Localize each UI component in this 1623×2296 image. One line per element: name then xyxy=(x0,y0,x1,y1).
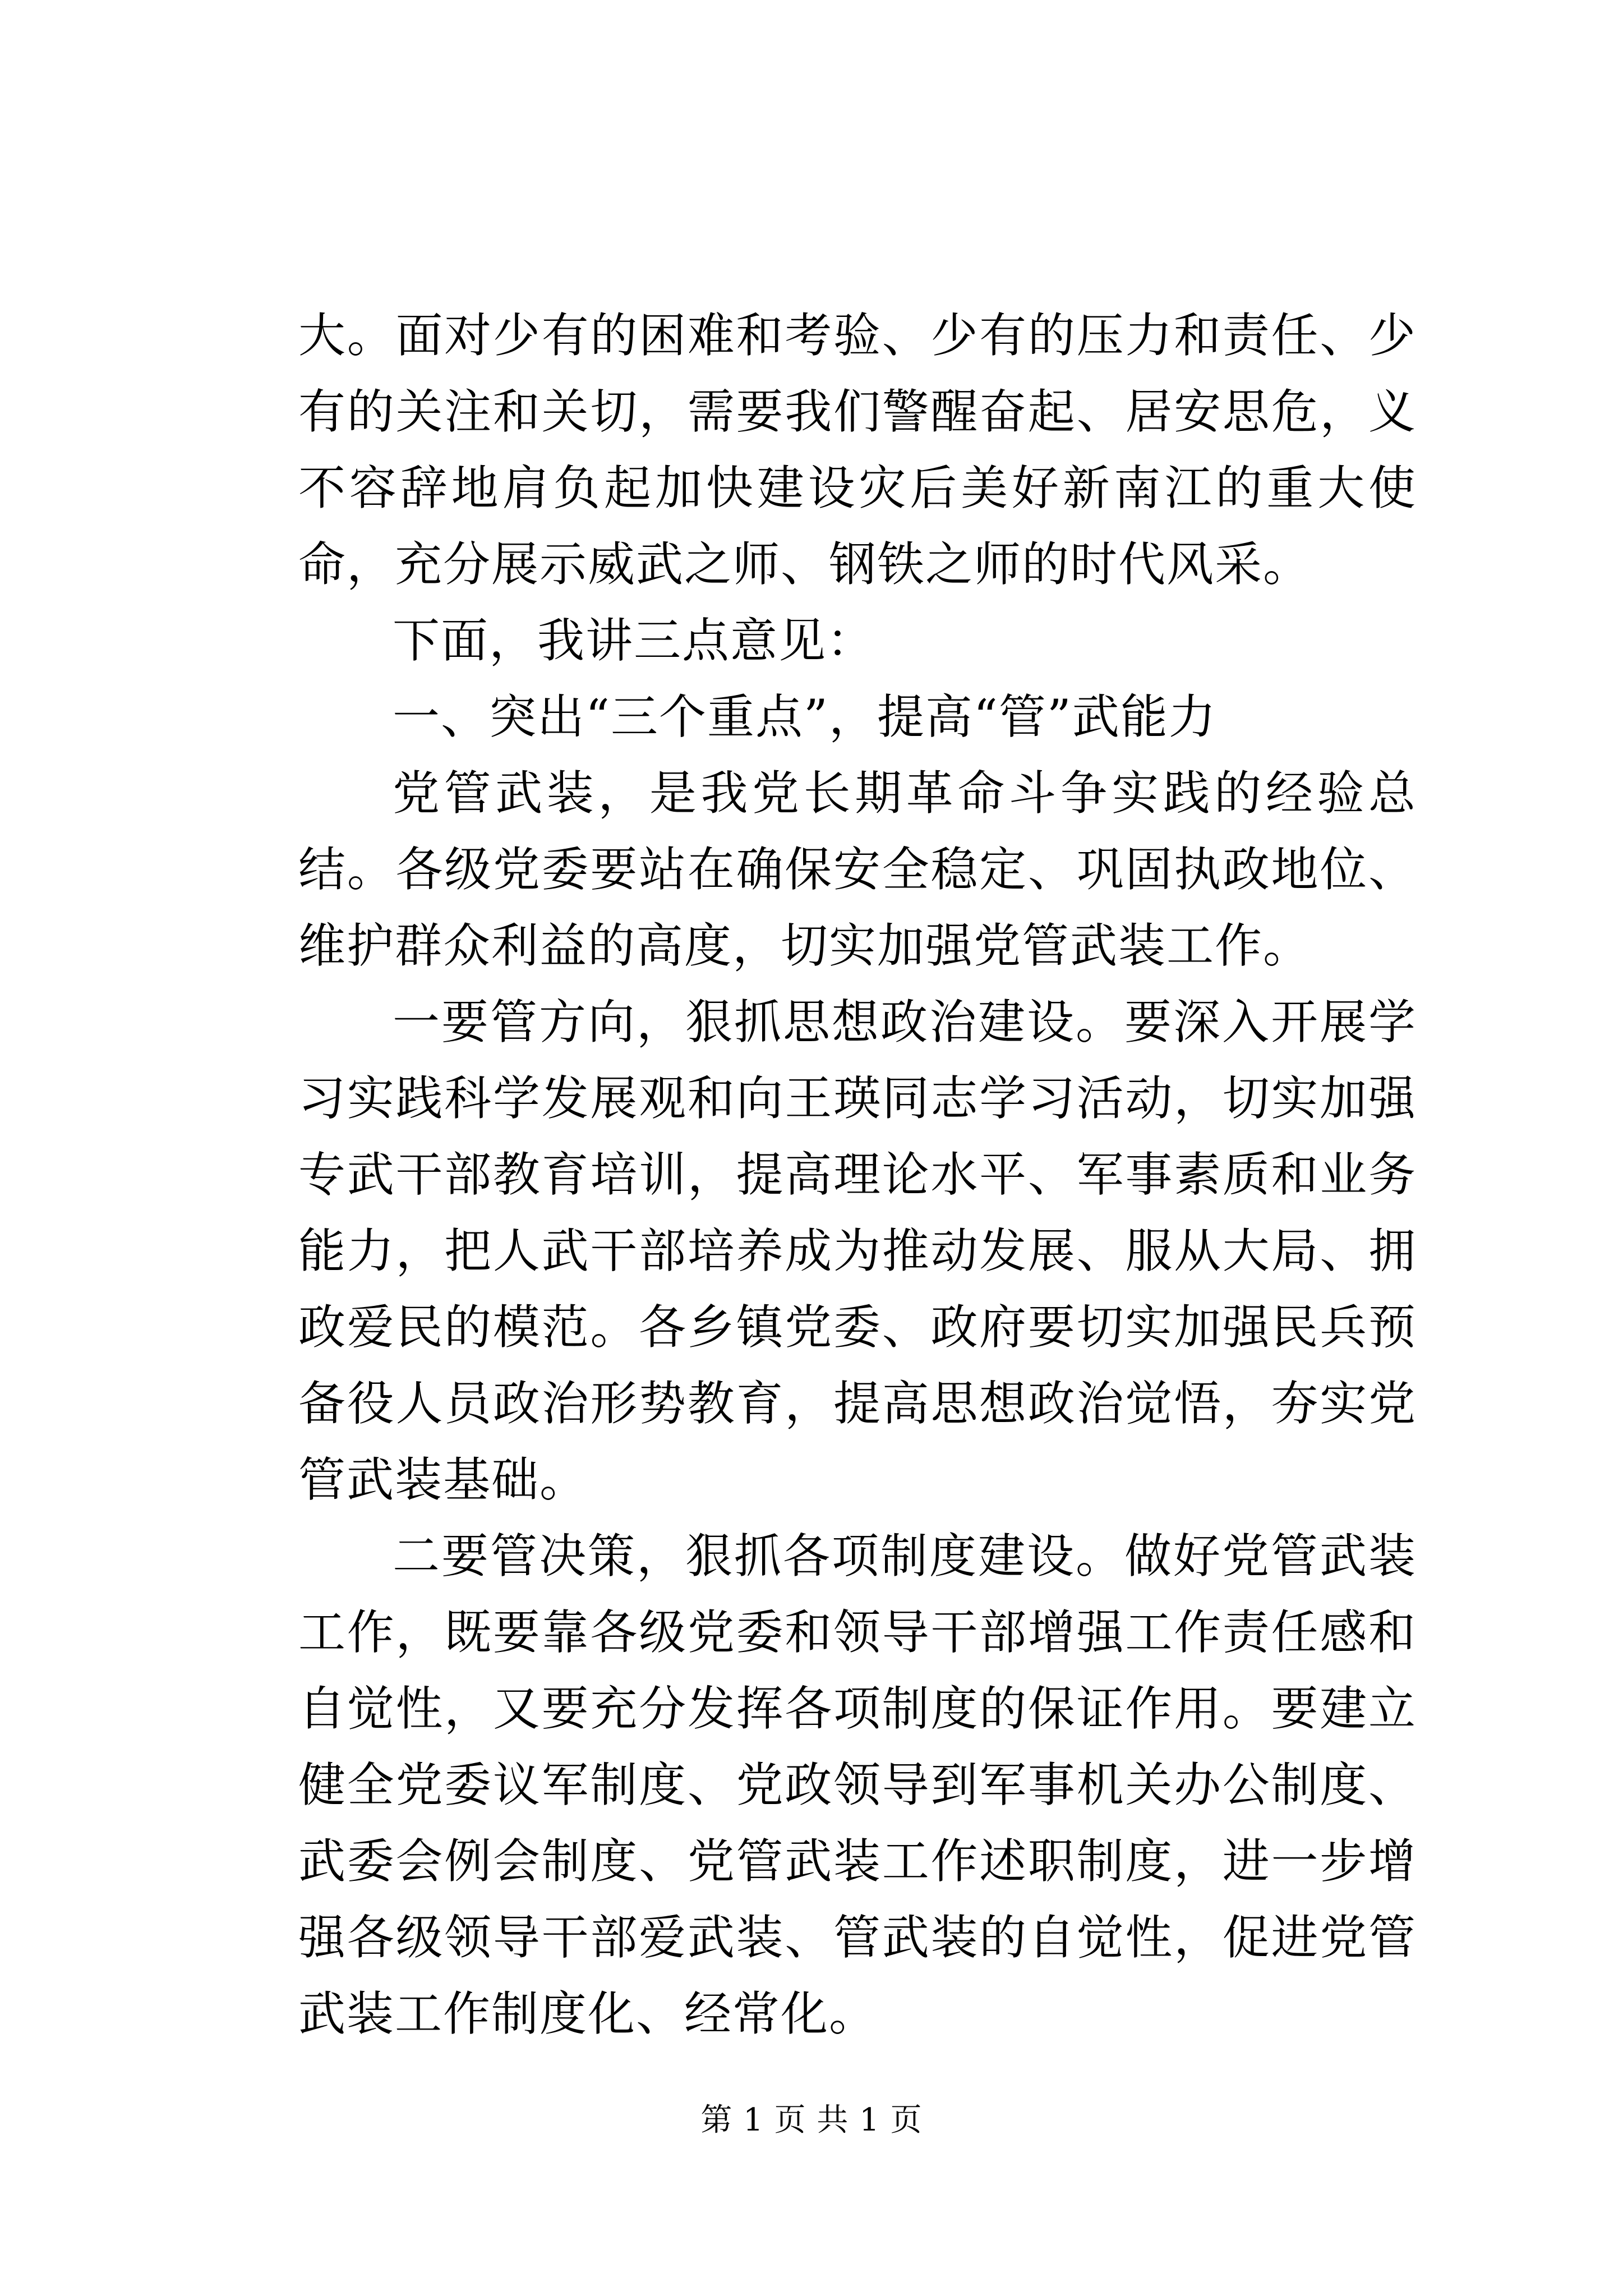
paragraph-decision: 二要管决策，狠抓各项制度建设。做好党管武装工作，既要靠各级党委和领导干部增强工作责任感和自觉性，又要充分发挥各项制度的保证作用。要建立健全党委议军制度、党政领导到军事机关办公制度、武委会例会制度、党管武装工作述职制度，进一步增强各级领导干部爱武装、管武装的自觉性，促进党管武装工作制度化、经常化。 xyxy=(298,1529,1417,2041)
paragraph-intro: 下面，我讲三点意见： xyxy=(393,613,875,668)
page-footer: 第 1 页 共 1 页 xyxy=(700,2102,923,2138)
paragraph-direction: 一要管方向，狠抓思想政治建设。要深入开展学习实践科学发展观和向王瑛同志学习活动，切实加强专武干部教育培训，提高理论水平、军事素质和业务能力，把人武干部培养成为推动发展、服从大局、拥政爱民的模范。各乡镇党委、政府要切实加强民兵预备役人员政治形势教育，提高思想政治觉悟，夯实党管武装基础。 xyxy=(298,995,1417,1507)
document-body xyxy=(298,297,1417,2052)
paragraph-party-leadership: 党管武装，是我党长期革命斗争实践的经验总结。各级党委要站在确保安全稳定、巩固执政地位、维护群众利益的高度，切实加强党管武装工作。 xyxy=(298,766,1417,973)
paragraph-continuation: 大。面对少有的困难和考验、少有的压力和责任、少有的关注和关切，需要我们警醒奋起、居安思危，义不容辞地肩负起加快建设灾后美好新南江的重大使命，充分展示威武之师、钢铁之师的时代风采。 xyxy=(298,308,1417,592)
section-heading: 一、突出“三个重点”，提高“管”武能力 xyxy=(393,689,1217,744)
